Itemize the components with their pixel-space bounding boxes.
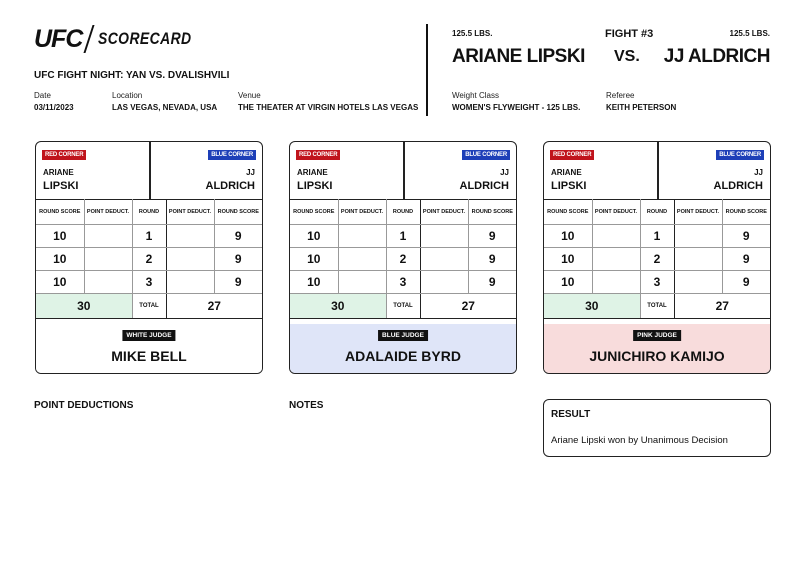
- judge-scorecard: [289, 141, 517, 374]
- red-point-deduct: [84, 225, 132, 248]
- notes-title: NOTES: [289, 400, 324, 411]
- judge-name: JUNICHIRO KAMIJO: [589, 348, 725, 364]
- round-number: 2: [386, 248, 420, 271]
- blue-corner-badge: BLUE CORNER: [208, 150, 256, 160]
- card-fighters: [36, 142, 262, 199]
- red-round-score: 10: [544, 225, 592, 248]
- header-round-score: ROUND SCORE: [544, 200, 592, 225]
- blue-weight: 125.5 LBS.: [729, 29, 770, 38]
- red-first-name: ARIANE: [551, 168, 582, 177]
- judge-panel: [36, 324, 262, 373]
- result-title: RESULT: [551, 409, 591, 420]
- ufc-logo: [34, 26, 212, 52]
- red-last-name: LIPSKI: [297, 180, 333, 192]
- blue-round-score: 9: [722, 248, 770, 271]
- header-round-score: ROUND SCORE: [468, 200, 516, 225]
- venue-label: Venue: [238, 91, 261, 100]
- weight-class-label: Weight Class: [452, 91, 499, 100]
- blue-round-score: 9: [722, 271, 770, 294]
- weight-class-value: WOMEN'S FLYWEIGHT - 125 LBS.: [452, 103, 581, 112]
- header-round: ROUND: [386, 200, 420, 225]
- header-point-deduct: POINT DEDUCT.: [338, 200, 386, 225]
- red-last-name: LIPSKI: [43, 180, 79, 192]
- red-first-name: ARIANE: [43, 168, 74, 177]
- blue-corner-badge: BLUE CORNER: [462, 150, 510, 160]
- judge-scorecard: [543, 141, 771, 374]
- red-point-deduct: [592, 271, 640, 294]
- red-total: 30: [36, 294, 132, 319]
- header-point-deduct: POINT DEDUCT.: [592, 200, 640, 225]
- red-round-score: 10: [544, 271, 592, 294]
- blue-round-score: 9: [468, 271, 516, 294]
- round-row: [290, 225, 516, 248]
- judge-role-badge: WHITE JUDGE: [122, 330, 175, 341]
- red-weight: 125.5 LBS.: [452, 29, 493, 38]
- blue-point-deduct: [674, 248, 722, 271]
- blue-point-deduct: [166, 225, 214, 248]
- red-point-deduct: [84, 271, 132, 294]
- red-round-score: 10: [36, 248, 84, 271]
- judge-scorecard: [35, 141, 263, 374]
- location-label: Location: [112, 91, 143, 100]
- judge-name: ADALAIDE BYRD: [345, 348, 461, 364]
- judge-name: MIKE BELL: [111, 348, 187, 364]
- red-corner-badge: RED CORNER: [42, 150, 86, 160]
- blue-round-score: 9: [468, 248, 516, 271]
- total-row: [290, 294, 516, 319]
- total-row: [544, 294, 770, 319]
- header-round: ROUND: [132, 200, 166, 225]
- round-row: [544, 248, 770, 271]
- point-deductions-title: POINT DEDUCTIONS: [34, 400, 134, 411]
- red-round-score: 10: [36, 225, 84, 248]
- round-number: 3: [386, 271, 420, 294]
- red-point-deduct: [338, 248, 386, 271]
- round-number: 2: [640, 248, 674, 271]
- header-round-score: ROUND SCORE: [722, 200, 770, 225]
- blue-last-name: ALDRICH: [713, 180, 763, 192]
- red-round-score: 10: [290, 248, 338, 271]
- result-box: [543, 399, 771, 457]
- referee-label: Referee: [606, 91, 635, 100]
- round-number: 3: [640, 271, 674, 294]
- blue-round-score: 9: [722, 225, 770, 248]
- corner-divider: [149, 142, 151, 199]
- judge-panel: [544, 324, 770, 373]
- total-label: TOTAL: [386, 294, 420, 319]
- total-row: [36, 294, 262, 319]
- blue-first-name: JJ: [754, 168, 763, 177]
- header-round-score: ROUND SCORE: [36, 200, 84, 225]
- red-round-score: 10: [36, 271, 84, 294]
- round-row: [36, 225, 262, 248]
- blue-fighter-name: JJ ALDRICH: [663, 46, 770, 67]
- round-number: 1: [386, 225, 420, 248]
- score-header-row: [36, 200, 262, 225]
- red-round-score: 10: [290, 271, 338, 294]
- blue-point-deduct: [674, 271, 722, 294]
- round-row: [290, 248, 516, 271]
- red-corner-badge: RED CORNER: [296, 150, 340, 160]
- header-point-deduct: POINT DEDUCT.: [420, 200, 468, 225]
- round-number: 3: [132, 271, 166, 294]
- blue-point-deduct: [166, 248, 214, 271]
- red-round-score: 10: [544, 248, 592, 271]
- blue-round-score: 9: [468, 225, 516, 248]
- blue-point-deduct: [166, 271, 214, 294]
- blue-round-score: 9: [214, 271, 262, 294]
- red-round-score: 10: [290, 225, 338, 248]
- red-point-deduct: [338, 271, 386, 294]
- red-total: 30: [544, 294, 640, 319]
- corner-divider: [657, 142, 659, 199]
- round-number: 2: [132, 248, 166, 271]
- header-point-deduct: POINT DEDUCT.: [84, 200, 132, 225]
- score-table: [544, 199, 770, 319]
- header-divider: [426, 24, 428, 116]
- event-name: UFC FIGHT NIGHT: YAN VS. DVALISHVILI: [34, 70, 230, 81]
- red-total: 30: [290, 294, 386, 319]
- total-label: TOTAL: [132, 294, 166, 319]
- red-point-deduct: [84, 248, 132, 271]
- round-number: 1: [640, 225, 674, 248]
- red-corner-badge: RED CORNER: [550, 150, 594, 160]
- header-round: ROUND: [640, 200, 674, 225]
- header-round-score: ROUND SCORE: [214, 200, 262, 225]
- card-fighters: [544, 142, 770, 199]
- date-label: Date: [34, 91, 51, 100]
- round-number: 1: [132, 225, 166, 248]
- round-row: [544, 271, 770, 294]
- card-fighters: [290, 142, 516, 199]
- header-point-deduct: POINT DEDUCT.: [674, 200, 722, 225]
- judge-panel: [290, 324, 516, 373]
- red-point-deduct: [592, 248, 640, 271]
- total-label: TOTAL: [640, 294, 674, 319]
- judge-role-badge: BLUE JUDGE: [378, 330, 428, 341]
- red-fighter-name: ARIANE LIPSKI: [452, 46, 585, 67]
- score-header-row: [544, 200, 770, 225]
- blue-round-score: 9: [214, 248, 262, 271]
- ufc-logo-text: UFC: [34, 24, 83, 53]
- blue-point-deduct: [420, 271, 468, 294]
- round-row: [36, 248, 262, 271]
- round-row: [36, 271, 262, 294]
- blue-last-name: ALDRICH: [205, 180, 255, 192]
- location-value: LAS VEGAS, NEVADA, USA: [112, 103, 218, 112]
- blue-last-name: ALDRICH: [459, 180, 509, 192]
- blue-total: 27: [420, 294, 516, 319]
- judge-role-badge: PINK JUDGE: [633, 330, 681, 341]
- round-row: [290, 271, 516, 294]
- red-first-name: ARIANE: [297, 168, 328, 177]
- blue-point-deduct: [420, 248, 468, 271]
- red-point-deduct: [592, 225, 640, 248]
- red-point-deduct: [338, 225, 386, 248]
- blue-first-name: JJ: [500, 168, 509, 177]
- blue-total: 27: [166, 294, 262, 319]
- header-round-score: ROUND SCORE: [290, 200, 338, 225]
- score-table: [290, 199, 516, 319]
- blue-point-deduct: [420, 225, 468, 248]
- round-row: [544, 225, 770, 248]
- versus-label: VS.: [614, 48, 640, 65]
- venue-value: THE THEATER AT VIRGIN HOTELS LAS VEGAS: [238, 103, 419, 112]
- corner-divider: [403, 142, 405, 199]
- referee-value: KEITH PETERSON: [606, 103, 677, 112]
- red-last-name: LIPSKI: [551, 180, 587, 192]
- blue-round-score: 9: [214, 225, 262, 248]
- doc-title: SCORECARD: [98, 29, 192, 48]
- score-header-row: [290, 200, 516, 225]
- date-value: 03/11/2023: [34, 103, 74, 112]
- blue-total: 27: [674, 294, 770, 319]
- score-table: [36, 199, 262, 319]
- blue-first-name: JJ: [246, 168, 255, 177]
- result-text: Ariane Lipski won by Unanimous Decision: [551, 435, 728, 446]
- fight-number: FIGHT #3: [605, 28, 654, 40]
- blue-point-deduct: [674, 225, 722, 248]
- logo-divider: [84, 25, 95, 53]
- header-point-deduct: POINT DEDUCT.: [166, 200, 214, 225]
- blue-corner-badge: BLUE CORNER: [716, 150, 764, 160]
